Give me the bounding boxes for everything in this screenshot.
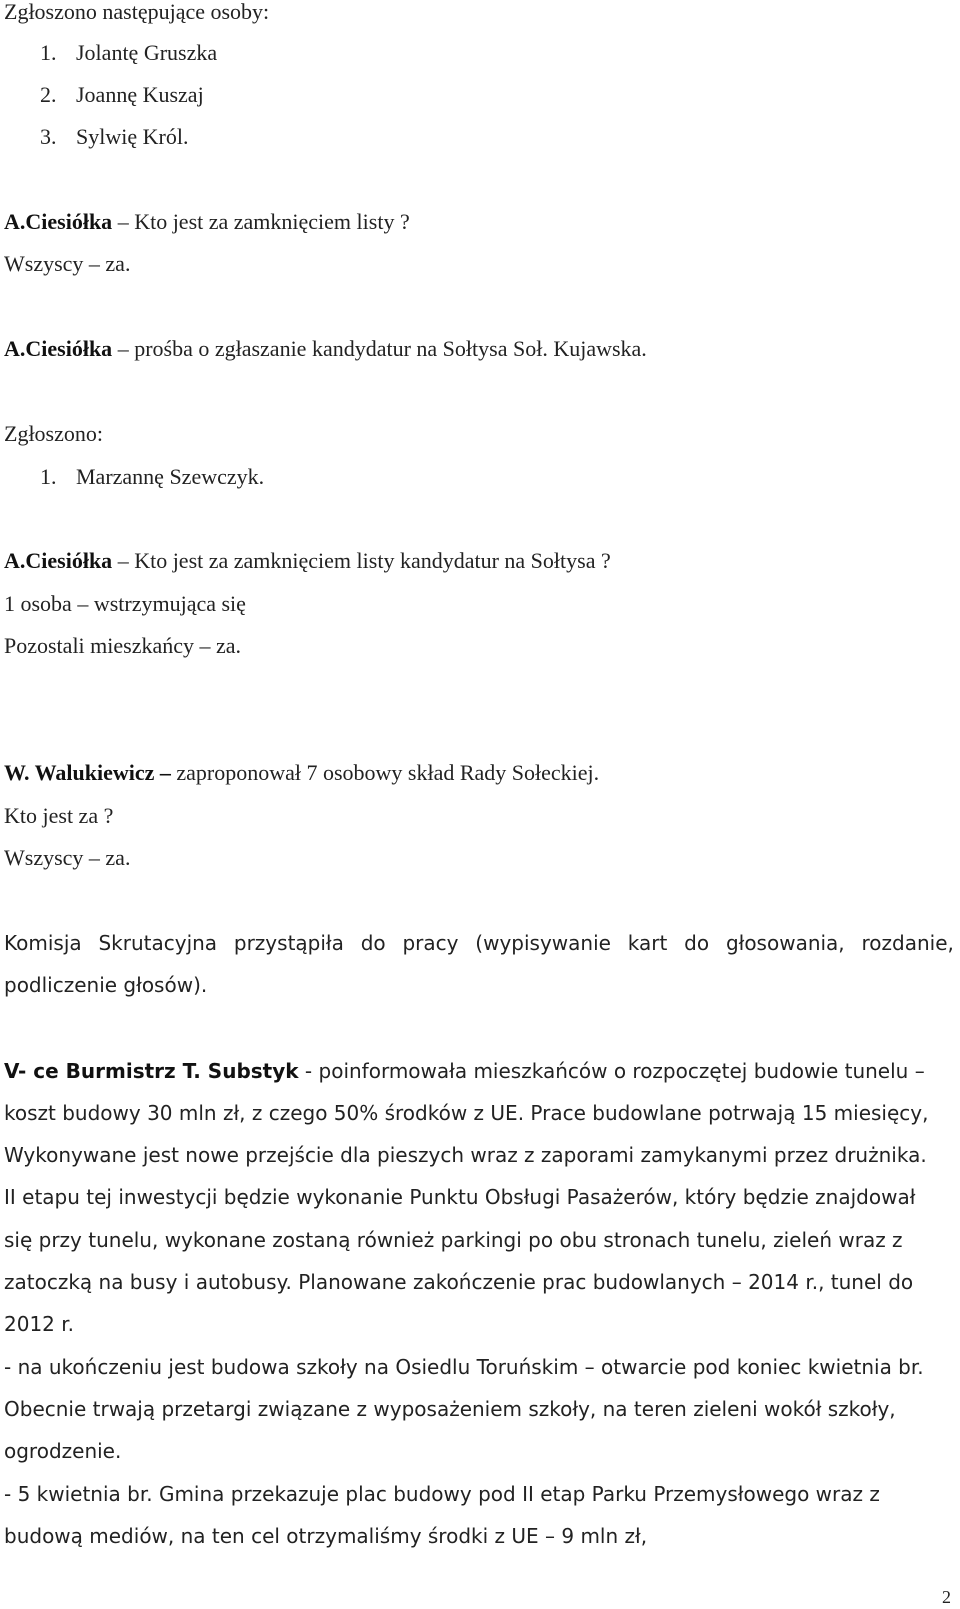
- intro-text: Zgłoszono następujące osoby:: [4, 0, 270, 24]
- paragraph-line: się przy tunelu, wykonane zostaną również parkingi po obu stronach tunelu, zieleń wraz z: [4, 1228, 903, 1252]
- paragraph: A.Ciesiółka – Kto jest za zamknięciem listy kandydatur na Sołtysa ?: [4, 548, 611, 573]
- speaker-name: V- ce Burmistrz T. Substyk: [4, 1059, 299, 1083]
- paragraph: 1 osoba – wstrzymująca się: [4, 591, 246, 616]
- paragraph: A.Ciesiółka – Kto jest za zamknięciem listy ?: [4, 209, 410, 234]
- paragraph: A.Ciesiółka – prośba o zgłaszanie kandydatur na Sołtysa Soł. Kujawska.: [4, 336, 647, 361]
- paragraph-line: - na ukończeniu jest budowa szkoły na Osiedlu Toruńskim – otwarcie pod koniec kwietnia br.: [4, 1355, 924, 1379]
- paragraph-line: koszt budowy 30 mln zł, z czego 50% środków z UE. Prace budowlane potrwają 15 miesięcy,: [4, 1101, 929, 1125]
- paragraph: Pozostali mieszkańcy – za.: [4, 633, 242, 658]
- paragraph: Kto jest za ?: [4, 803, 114, 828]
- paragraph-line: ogrodzenie.: [4, 1439, 122, 1463]
- paragraph: podliczenie głosów).: [4, 973, 208, 997]
- paragraph-line: 2012 r.: [4, 1312, 74, 1336]
- paragraph-line: II etapu tej inwestycji będzie wykonanie Punktu Obsługi Pasażerów, który będzie znajdował: [4, 1185, 916, 1209]
- paragraph-line: budową mediów, na ten cel otrzymaliśmy środki z UE – 9 mln zł,: [4, 1524, 648, 1548]
- paragraph-line: Obecnie trwają przetargi związane z wyposażeniem szkoły, na teren zieleni wokół szkoły,: [4, 1397, 896, 1421]
- paragraph-line: zatoczką na busy i autobusy. Planowane zakończenie prac budowlanych – 2014 r., tunel do: [4, 1270, 914, 1294]
- paragraph: V- ce Burmistrz T. Substyk - poinformowała mieszkańców o rozpoczętej budowie tunelu –: [4, 1059, 925, 1083]
- list-item: 1. Jolantę Gruszka: [40, 40, 218, 65]
- list-item: 1. Marzannę Szewczyk.: [40, 464, 265, 489]
- list-item: 2. Joannę Kuszaj: [40, 82, 204, 107]
- paragraph-justified: Komisja Skrutacyjna przystąpiła do pracy (wypisywanie kart do głosowania, rozdanie,: [4, 931, 954, 955]
- speaker-name: A.Ciesiółka: [4, 209, 113, 234]
- paragraph-line: Wykonywane jest nowe przejście dla pieszych wraz z zaporami zamykanymi przez drużnika.: [4, 1143, 927, 1167]
- paragraph: Zgłoszono:: [4, 421, 103, 446]
- paragraph: Wszyscy – za.: [4, 845, 131, 870]
- page-number: 2: [942, 1587, 951, 1607]
- list-item: 3. Sylwię Król.: [40, 124, 189, 149]
- paragraph: W. Walukiewicz – zaproponował 7 osobowy skład Rady Sołeckiej.: [4, 760, 600, 785]
- speaker-name: W. Walukiewicz –: [4, 760, 171, 785]
- paragraph: Wszyscy – za.: [4, 251, 131, 276]
- speaker-name: A.Ciesiółka: [4, 336, 113, 361]
- speaker-name: A.Ciesiółka: [4, 548, 113, 573]
- paragraph-line: - 5 kwietnia br. Gmina przekazuje plac budowy pod II etap Parku Przemysłowego wraz z: [4, 1482, 880, 1506]
